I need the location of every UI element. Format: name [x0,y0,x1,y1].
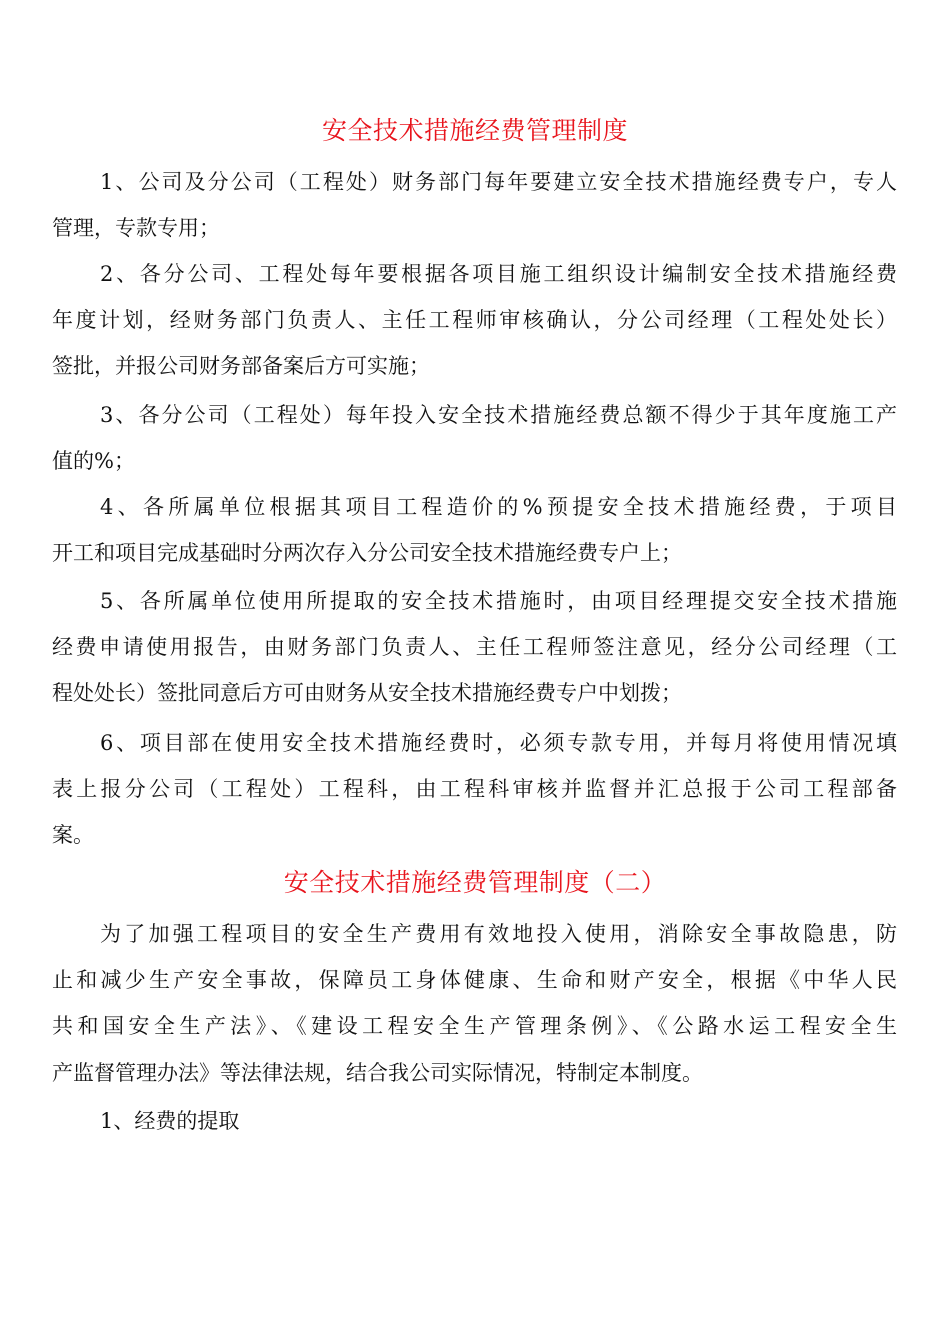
text-line: 4、各所属单位根据其项目工程造价的%预提安全技术措施经费，于项目 [100,495,897,519]
section-2-title: 安全技术措施经费管理制度（二） [283,868,667,897]
text-line: 为了加强工程项目的安全生产费用有效地投入使用，消除安全事故隐患，防 [100,922,897,946]
text-line: 5、各所属单位使用所提取的安全技术措施时，由项目经理提交安全技术措施 [100,589,897,613]
text-line: 6、项目部在使用安全技术措施经费时，必须专款专用，并每月将使用情况填 [100,731,897,755]
text-line: 止和减少生产安全事故，保障员工身体健康、生命和财产安全，根据《中华人民 [52,968,897,992]
document-title: 安全技术措施经费管理制度 [321,116,628,145]
text-line: 案。 [52,823,94,847]
text-line: 表上报分公司（工程处）工程科，由工程科审核并监督并汇总报于公司工程部备 [52,777,897,801]
text-line: 3、各分公司（工程处）每年投入安全技术措施经费总额不得少于其年度施工产 [100,403,897,427]
text-line: 共和国安全生产法》、《建设工程安全生产管理条例》、《公路水运工程安全生 [52,1014,897,1038]
text-line: 1、公司及分公司（工程处）财务部门每年要建立安全技术措施经费专户，专人 [100,170,897,194]
text-line: 产监督管理办法》等法律法规，结合我公司实际情况，特制定本制度。 [52,1061,703,1085]
text-line: 程处处长）签批同意后方可由财务从安全技术措施经费专户中划拨； [52,681,682,705]
text-line: 2、各分公司、工程处每年要根据各项目施工组织设计编制安全技术措施经费 [100,262,897,286]
text-line: 1、经费的提取 [100,1109,240,1133]
text-line: 管理，专款专用； [52,216,220,240]
text-line: 经费申请使用报告，由财务部门负责人、主任工程师签注意见，经分公司经理（工 [52,635,897,659]
text-line: 年度计划，经财务部门负责人、主任工程师审核确认，分公司经理（工程处处长） [52,308,897,332]
text-line: 开工和项目完成基础时分两次存入分公司安全技术措施经费专户上； [52,541,682,565]
text-line: 签批，并报公司财务部备案后方可实施； [52,354,430,378]
text-line: 值的%； [52,449,135,473]
